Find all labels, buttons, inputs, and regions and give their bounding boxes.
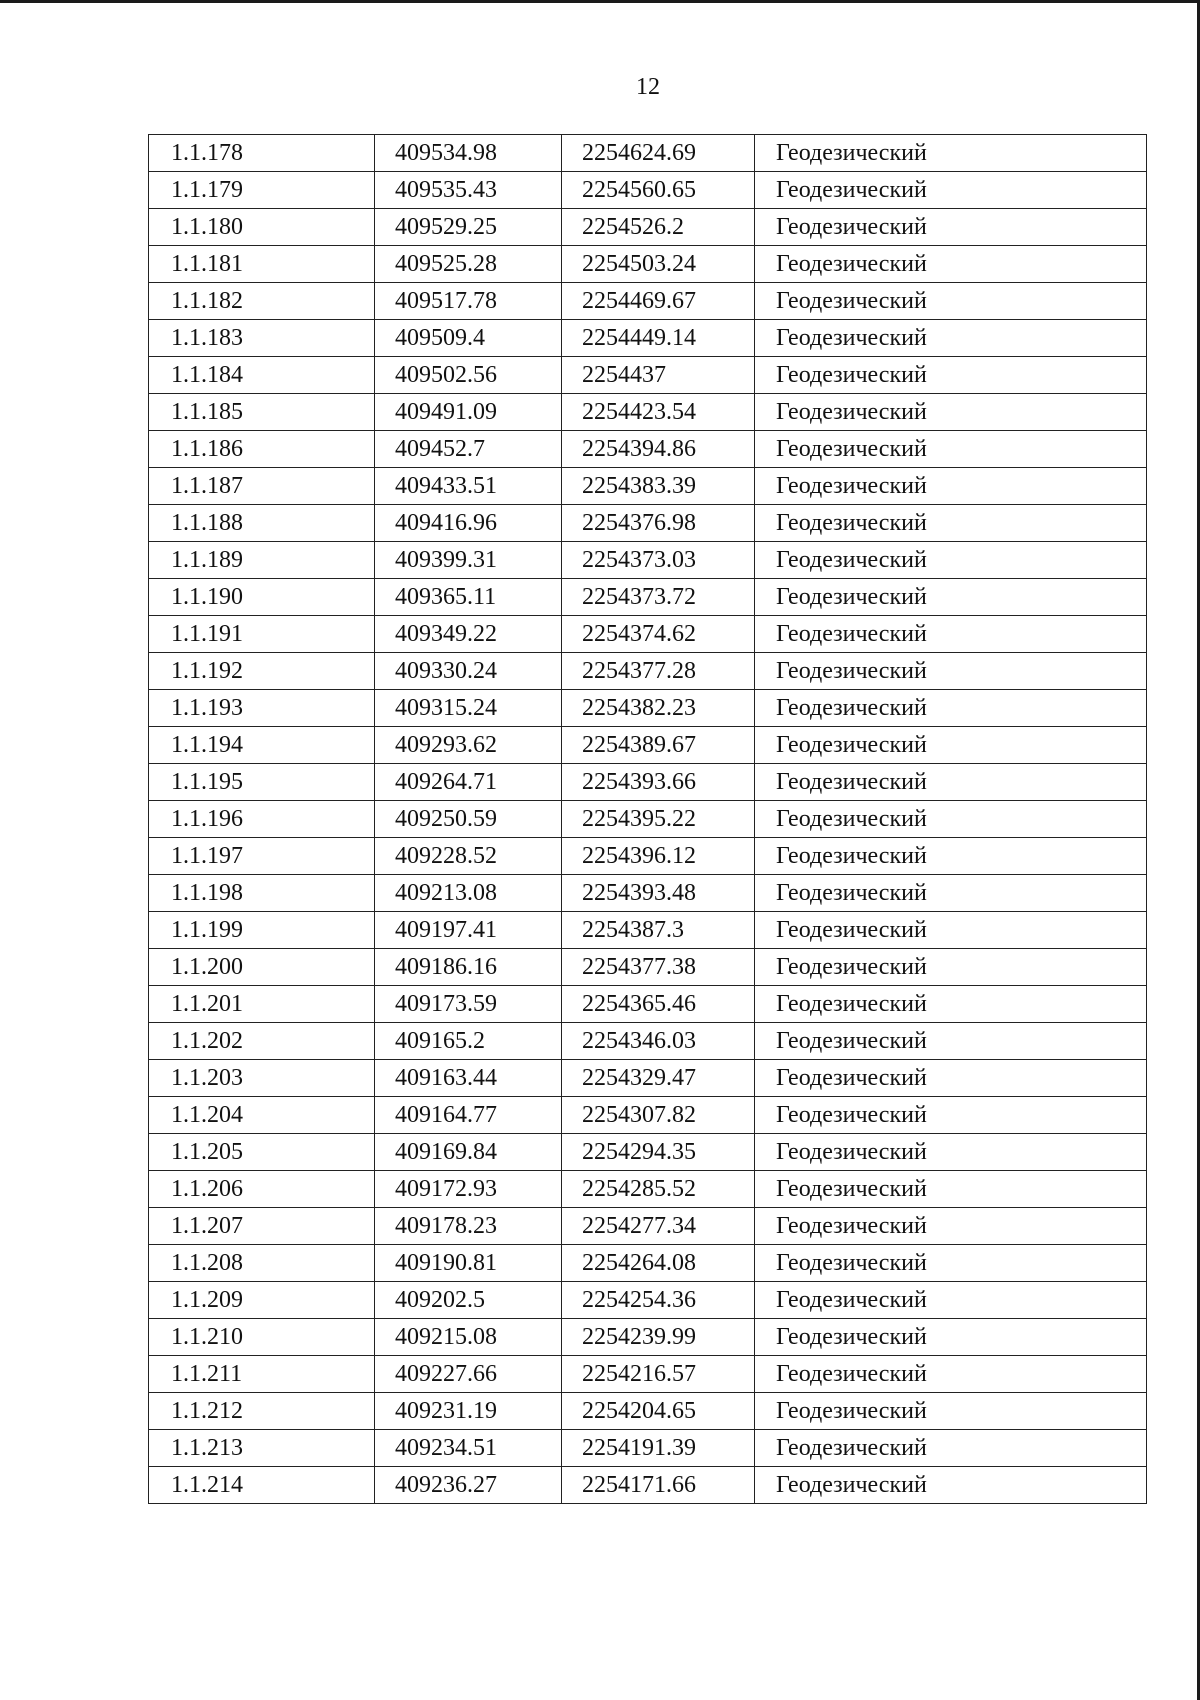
table-row (149, 1208, 1147, 1245)
y-coordinate-cell: 2254254.36 (562, 1282, 755, 1319)
point-type-cell: Геодезический (755, 949, 1147, 986)
table-row (149, 653, 1147, 690)
y-coordinate-cell: 2254191.39 (562, 1430, 755, 1467)
point-type-cell: Геодезический (755, 690, 1147, 727)
point-number-cell: 1.1.208 (149, 1245, 375, 1282)
point-type-cell: Геодезический (755, 505, 1147, 542)
point-number-cell: 1.1.201 (149, 986, 375, 1023)
coordinates-table-body (149, 135, 1147, 1504)
table-row (149, 172, 1147, 209)
x-coordinate-cell: 409433.51 (375, 468, 562, 505)
y-coordinate-cell: 2254374.62 (562, 616, 755, 653)
table-row (149, 1060, 1147, 1097)
point-number-cell: 1.1.189 (149, 542, 375, 579)
point-type-cell: Геодезический (755, 1319, 1147, 1356)
point-number-cell: 1.1.190 (149, 579, 375, 616)
table-row (149, 468, 1147, 505)
point-number-cell: 1.1.213 (149, 1430, 375, 1467)
point-number-cell: 1.1.209 (149, 1282, 375, 1319)
table-row (149, 838, 1147, 875)
point-type-cell: Геодезический (755, 542, 1147, 579)
y-coordinate-cell: 2254469.67 (562, 283, 755, 320)
point-type-cell: Геодезический (755, 838, 1147, 875)
y-coordinate-cell: 2254285.52 (562, 1171, 755, 1208)
y-coordinate-cell: 2254389.67 (562, 727, 755, 764)
point-type-cell: Геодезический (755, 579, 1147, 616)
point-number-cell: 1.1.193 (149, 690, 375, 727)
y-coordinate-cell: 2254560.65 (562, 172, 755, 209)
y-coordinate-cell: 2254307.82 (562, 1097, 755, 1134)
x-coordinate-cell: 409215.08 (375, 1319, 562, 1356)
point-number-cell: 1.1.184 (149, 357, 375, 394)
point-type-cell: Геодезический (755, 1430, 1147, 1467)
table-row (149, 135, 1147, 172)
table-row (149, 357, 1147, 394)
table-row (149, 579, 1147, 616)
y-coordinate-cell: 2254383.39 (562, 468, 755, 505)
x-coordinate-cell: 409169.84 (375, 1134, 562, 1171)
x-coordinate-cell: 409213.08 (375, 875, 562, 912)
table-row (149, 1171, 1147, 1208)
table-row (149, 1023, 1147, 1060)
point-type-cell: Геодезический (755, 1097, 1147, 1134)
x-coordinate-cell: 409517.78 (375, 283, 562, 320)
point-type-cell: Геодезический (755, 1060, 1147, 1097)
table-row (149, 764, 1147, 801)
table-row (149, 1356, 1147, 1393)
y-coordinate-cell: 2254377.28 (562, 653, 755, 690)
point-number-cell: 1.1.192 (149, 653, 375, 690)
table-row (149, 875, 1147, 912)
table-row (149, 949, 1147, 986)
point-number-cell: 1.1.205 (149, 1134, 375, 1171)
x-coordinate-cell: 409164.77 (375, 1097, 562, 1134)
table-row (149, 542, 1147, 579)
point-type-cell: Геодезический (755, 1134, 1147, 1171)
x-coordinate-cell: 409315.24 (375, 690, 562, 727)
point-number-cell: 1.1.210 (149, 1319, 375, 1356)
table-row (149, 1282, 1147, 1319)
x-coordinate-cell: 409534.98 (375, 135, 562, 172)
point-type-cell: Геодезический (755, 986, 1147, 1023)
y-coordinate-cell: 2254393.48 (562, 875, 755, 912)
x-coordinate-cell: 409529.25 (375, 209, 562, 246)
point-type-cell: Геодезический (755, 727, 1147, 764)
point-number-cell: 1.1.202 (149, 1023, 375, 1060)
point-number-cell: 1.1.188 (149, 505, 375, 542)
point-type-cell: Геодезический (755, 801, 1147, 838)
y-coordinate-cell: 2254377.38 (562, 949, 755, 986)
point-type-cell: Геодезический (755, 209, 1147, 246)
x-coordinate-cell: 409452.7 (375, 431, 562, 468)
y-coordinate-cell: 2254437 (562, 357, 755, 394)
point-number-cell: 1.1.197 (149, 838, 375, 875)
y-coordinate-cell: 2254277.34 (562, 1208, 755, 1245)
table-row (149, 209, 1147, 246)
point-type-cell: Геодезический (755, 1023, 1147, 1060)
table-row (149, 801, 1147, 838)
table-row (149, 690, 1147, 727)
point-type-cell: Геодезический (755, 616, 1147, 653)
table-row (149, 1467, 1147, 1504)
coordinates-table (148, 134, 1147, 1504)
table-row (149, 1097, 1147, 1134)
point-type-cell: Геодезический (755, 135, 1147, 172)
table-row (149, 1430, 1147, 1467)
x-coordinate-cell: 409236.27 (375, 1467, 562, 1504)
y-coordinate-cell: 2254204.65 (562, 1393, 755, 1430)
point-number-cell: 1.1.194 (149, 727, 375, 764)
point-number-cell: 1.1.204 (149, 1097, 375, 1134)
point-number-cell: 1.1.211 (149, 1356, 375, 1393)
table-row (149, 986, 1147, 1023)
x-coordinate-cell: 409173.59 (375, 986, 562, 1023)
y-coordinate-cell: 2254526.2 (562, 209, 755, 246)
x-coordinate-cell: 409165.2 (375, 1023, 562, 1060)
y-coordinate-cell: 2254346.03 (562, 1023, 755, 1060)
x-coordinate-cell: 409228.52 (375, 838, 562, 875)
point-number-cell: 1.1.207 (149, 1208, 375, 1245)
y-coordinate-cell: 2254396.12 (562, 838, 755, 875)
table-row (149, 912, 1147, 949)
x-coordinate-cell: 409264.71 (375, 764, 562, 801)
y-coordinate-cell: 2254393.66 (562, 764, 755, 801)
point-number-cell: 1.1.183 (149, 320, 375, 357)
y-coordinate-cell: 2254503.24 (562, 246, 755, 283)
x-coordinate-cell: 409502.56 (375, 357, 562, 394)
point-number-cell: 1.1.187 (149, 468, 375, 505)
y-coordinate-cell: 2254387.3 (562, 912, 755, 949)
x-coordinate-cell: 409186.16 (375, 949, 562, 986)
point-number-cell: 1.1.181 (149, 246, 375, 283)
x-coordinate-cell: 409365.11 (375, 579, 562, 616)
point-number-cell: 1.1.199 (149, 912, 375, 949)
y-coordinate-cell: 2254373.72 (562, 579, 755, 616)
x-coordinate-cell: 409190.81 (375, 1245, 562, 1282)
point-type-cell: Геодезический (755, 1171, 1147, 1208)
x-coordinate-cell: 409349.22 (375, 616, 562, 653)
x-coordinate-cell: 409330.24 (375, 653, 562, 690)
y-coordinate-cell: 2254264.08 (562, 1245, 755, 1282)
point-type-cell: Геодезический (755, 1467, 1147, 1504)
x-coordinate-cell: 409250.59 (375, 801, 562, 838)
table-row (149, 246, 1147, 283)
point-type-cell: Геодезический (755, 1282, 1147, 1319)
point-number-cell: 1.1.185 (149, 394, 375, 431)
y-coordinate-cell: 2254449.14 (562, 320, 755, 357)
scan-edge-top (0, 0, 1200, 3)
table-row (149, 431, 1147, 468)
x-coordinate-cell: 409197.41 (375, 912, 562, 949)
y-coordinate-cell: 2254394.86 (562, 431, 755, 468)
table-row (149, 1245, 1147, 1282)
x-coordinate-cell: 409202.5 (375, 1282, 562, 1319)
y-coordinate-cell: 2254376.98 (562, 505, 755, 542)
x-coordinate-cell: 409227.66 (375, 1356, 562, 1393)
y-coordinate-cell: 2254239.99 (562, 1319, 755, 1356)
point-number-cell: 1.1.203 (149, 1060, 375, 1097)
point-type-cell: Геодезический (755, 283, 1147, 320)
x-coordinate-cell: 409293.62 (375, 727, 562, 764)
point-number-cell: 1.1.178 (149, 135, 375, 172)
point-number-cell: 1.1.180 (149, 209, 375, 246)
point-number-cell: 1.1.206 (149, 1171, 375, 1208)
x-coordinate-cell: 409231.19 (375, 1393, 562, 1430)
point-type-cell: Геодезический (755, 912, 1147, 949)
point-type-cell: Геодезический (755, 394, 1147, 431)
point-number-cell: 1.1.179 (149, 172, 375, 209)
x-coordinate-cell: 409535.43 (375, 172, 562, 209)
point-number-cell: 1.1.186 (149, 431, 375, 468)
table-row (149, 616, 1147, 653)
point-type-cell: Геодезический (755, 431, 1147, 468)
x-coordinate-cell: 409491.09 (375, 394, 562, 431)
y-coordinate-cell: 2254171.66 (562, 1467, 755, 1504)
x-coordinate-cell: 409399.31 (375, 542, 562, 579)
point-number-cell: 1.1.195 (149, 764, 375, 801)
x-coordinate-cell: 409178.23 (375, 1208, 562, 1245)
point-type-cell: Геодезический (755, 357, 1147, 394)
point-number-cell: 1.1.198 (149, 875, 375, 912)
x-coordinate-cell: 409416.96 (375, 505, 562, 542)
x-coordinate-cell: 409525.28 (375, 246, 562, 283)
table-row (149, 283, 1147, 320)
page-number: 12 (636, 74, 660, 100)
point-type-cell: Геодезический (755, 875, 1147, 912)
point-type-cell: Геодезический (755, 1208, 1147, 1245)
table-row (149, 320, 1147, 357)
table-row (149, 1319, 1147, 1356)
x-coordinate-cell: 409163.44 (375, 1060, 562, 1097)
y-coordinate-cell: 2254423.54 (562, 394, 755, 431)
y-coordinate-cell: 2254329.47 (562, 1060, 755, 1097)
point-number-cell: 1.1.214 (149, 1467, 375, 1504)
point-type-cell: Геодезический (755, 246, 1147, 283)
point-type-cell: Геодезический (755, 172, 1147, 209)
table-row (149, 1134, 1147, 1171)
point-number-cell: 1.1.200 (149, 949, 375, 986)
table-row (149, 1393, 1147, 1430)
y-coordinate-cell: 2254373.03 (562, 542, 755, 579)
point-number-cell: 1.1.212 (149, 1393, 375, 1430)
point-type-cell: Геодезический (755, 1245, 1147, 1282)
point-number-cell: 1.1.196 (149, 801, 375, 838)
table-row (149, 505, 1147, 542)
y-coordinate-cell: 2254294.35 (562, 1134, 755, 1171)
point-type-cell: Геодезический (755, 1393, 1147, 1430)
y-coordinate-cell: 2254624.69 (562, 135, 755, 172)
point-type-cell: Геодезический (755, 1356, 1147, 1393)
table-row (149, 394, 1147, 431)
x-coordinate-cell: 409234.51 (375, 1430, 562, 1467)
x-coordinate-cell: 409509.4 (375, 320, 562, 357)
point-type-cell: Геодезический (755, 468, 1147, 505)
point-type-cell: Геодезический (755, 653, 1147, 690)
table-row (149, 727, 1147, 764)
point-type-cell: Геодезический (755, 764, 1147, 801)
y-coordinate-cell: 2254365.46 (562, 986, 755, 1023)
x-coordinate-cell: 409172.93 (375, 1171, 562, 1208)
y-coordinate-cell: 2254216.57 (562, 1356, 755, 1393)
y-coordinate-cell: 2254382.23 (562, 690, 755, 727)
y-coordinate-cell: 2254395.22 (562, 801, 755, 838)
point-number-cell: 1.1.182 (149, 283, 375, 320)
point-type-cell: Геодезический (755, 320, 1147, 357)
point-number-cell: 1.1.191 (149, 616, 375, 653)
